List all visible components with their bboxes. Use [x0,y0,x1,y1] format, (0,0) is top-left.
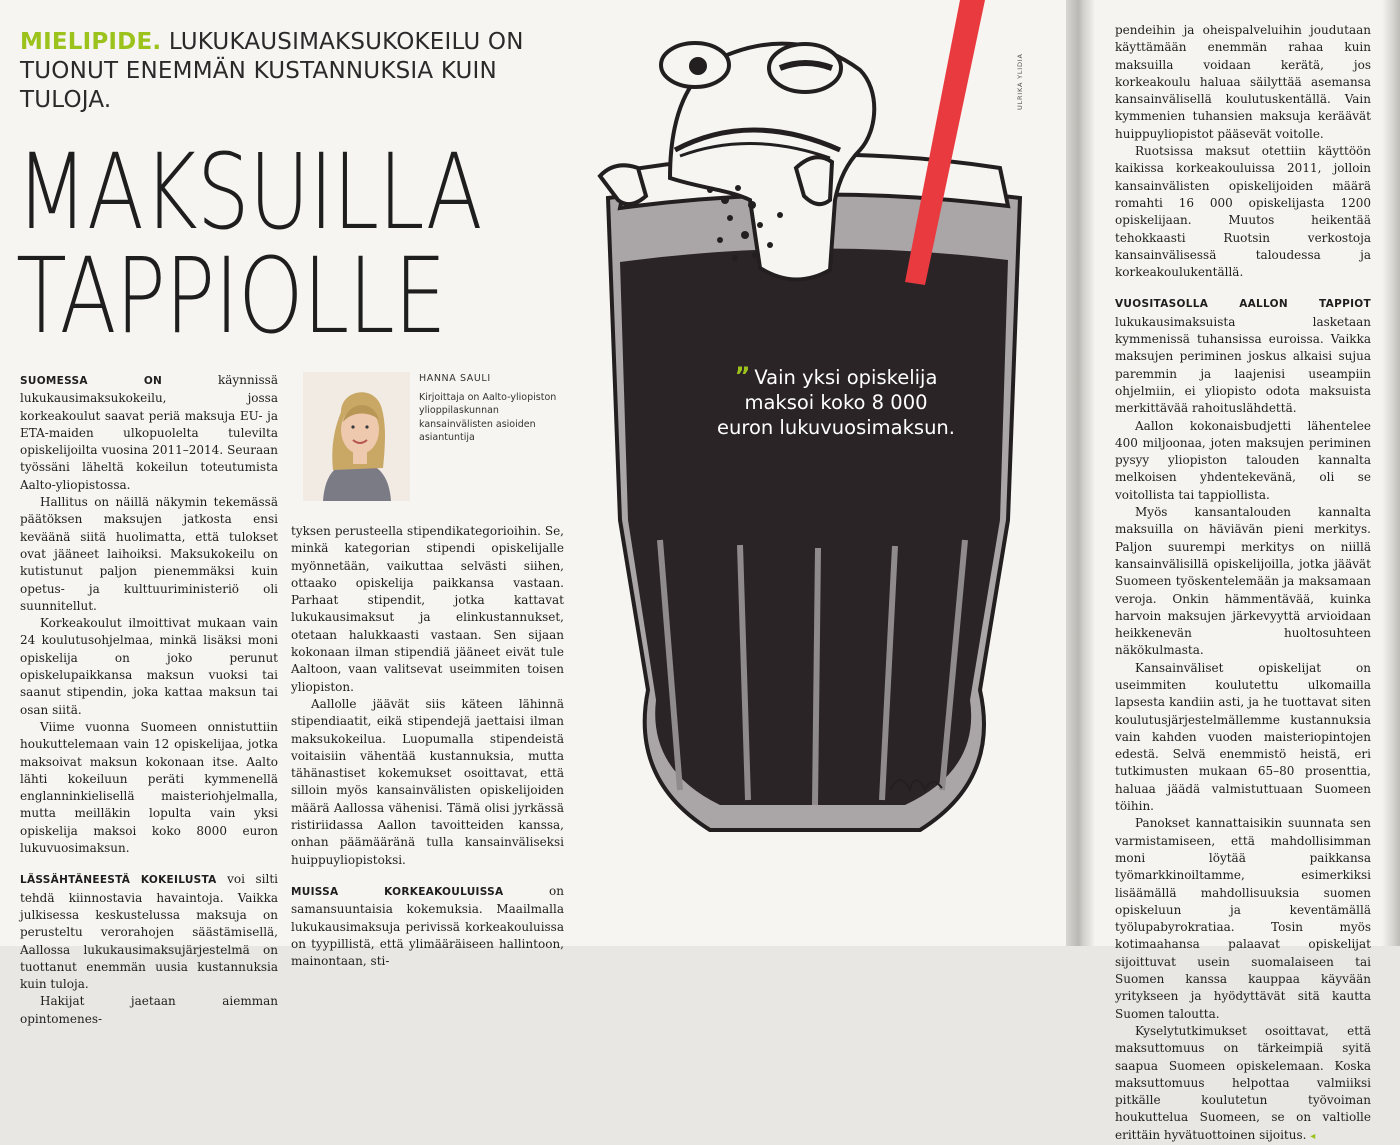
author-portrait-icon [303,372,410,501]
page-gutter [1066,0,1094,946]
paragraph: Hallitus on näillä näkymin tekemässä päätöksen maksujen jatkosta ensi keväänä siitä huolimatta, että tulokset ovat jääneet laihoiksi. Maksukokeilu on kutistunut paljon pienemmäksi kuin opetus- ja kulttuuriministeriö oli suunnitellut. [20,495,278,613]
kicker-lead: MIELIPIDE. [20,29,162,55]
paragraph [20,871,278,993]
paragraph-text: voi silti tehdä kiinnostavia havaintoja. Vaikka julkisessa keskustelussa maksuja on perusteltu verorahojen säästämisellä, Aallossa lukukausimaksujärjestelmä on tuottanut enemmän uusia kustannuksia kuin tuloja. [20,872,278,992]
lead-in: VUOSITASOLLA AALLON TAPPIOT [1115,298,1371,311]
author-photo [303,372,410,501]
paragraph [20,372,278,494]
pull-quote [716,364,956,440]
author-name: HANNA SAULI [419,373,491,384]
illustration-icon [560,0,1066,946]
paragraph: Kansainväliset opiskelijat on useimmiten koulutettu ulkomailla lapsesta kandiin asti, ja he tuottavat siten koulutusjärjestelmällemme kustannuksia vain kahden vuoden maisteriopintojen edestä. Selvä enemmistö heistä, eri tutkimusten mukaan 65–80 prosenttia, haluaa jäädä valmistuttuaan Suomeen töihin. [1115,660,1371,814]
paragraph: Ruotsissa maksut otettiin käyttöön kaikissa korkeakouluissa 2011, jolloin kansainvälisten opiskelijoiden määrä romahti 16 000 opiskelijasta 1200 opiskelijaan. Muutos heikentää tehokkaasti Ruotsin verkostoja kansainvälisessä taloudessa ja korkeakoulukentällä. [1115,144,1371,280]
paragraph-text: käynnissä lukukausimaksukokeilu, jossa korkeakoulut saavat periä maksuja EU- ja ETA-maiden ulkopuolelta tulevilta opiskelijoilta vuosina 2011–2014. Seuraan työssäni läheltä kokeilun toteutumista Aalto-yliopistossa. [20,373,278,492]
kicker [20,28,580,115]
paragraph [1115,295,1371,417]
lead-in: SUOMESSA ON [20,375,163,387]
paragraph [1115,1023,1371,1145]
paragraph-text: lukukausimaksuista lasketaan kymmenissä tuhansissa euroissa. Vaikka maksujen periminen joskus alkaisi sujua paremmin ja laajenisi useampiin ohjelmiin, ei yliopisto odota maksuista merkittävää rahoituslähdettä. [1115,314,1371,416]
lead-in: MUISSA KORKEAKOULUISSA [291,885,504,898]
quote-mark-icon: ” [734,362,751,390]
page-edge [1382,0,1400,946]
paragraph: Hakijat jaetaan aiemman opintomenes- [20,994,278,1026]
body-column-3 [1115,22,1371,1145]
illustration-credit: ULRIKA YLIDIA [1016,53,1024,110]
end-mark-icon: ◂ [1310,1130,1316,1142]
paragraph: Viime vuonna Suomeen onnistuttiin houkuttelemaan vain 12 opiskelijaa, jotka maksoivat maksun kokonaan itse. Aalto lähti kokeiluun peräti kymmenellä englanninkielisellä maisteriohjelmalla, mutta meilläkin lopulta vain yksi opiskelija maksoi koko 8000 euron lukuvuosimaksun. [20,719,278,856]
paragraph: Korkeakoulut ilmoittivat mukaan vain 24 koulutusohjelmaa, minkä lisäksi moni opiskelija on joko perunut opiskelupaikkansa maksun vuoksi tai saanut stipendin, joka kattaa maksun tai osan siitä. [20,616,278,717]
headline-line-1: MAKSUILLA [16,131,482,253]
paragraph: pendeihin ja oheispalveluihin joudutaan käyttämään enemmän rahaa kuin maksuilla voidaan kerätä, jos korkeakoulu haluaa säilyttää asemansa kansainvälisellä koulutuskentällä. Vain kymmenien tuhansien maksuja keräävät huippuyliopistot pääsevät voitolle. [1115,23,1371,141]
paragraph: Aallon kokonaisbudjetti lähentelee 400 miljoonaa, joten maksujen periminen pysyy yliopiston talouden kannalta melkoisen yhdentekevänä, oli se voitollista tai tappiollista. [1115,418,1371,502]
paragraph: Panokset kannattaisikin suunnata sen varmistamiseen, että mahdollisimman moni löytää paikkansa työmarkkinoiltamme, esimerkiksi lisäämällä mahdollisuuksia suomen opiskeluun ja keventämällä työlupabyrokratiaa. Tosin myös kotimaahansa palaavat opiskelijat sijoittuvat usein suomalaiseen tai Suomen kanssa kauppaa käyvään yritykseen ja hyödyttävät sitä kautta Suomen taloutta. [1115,816,1371,1021]
paragraph [291,883,564,970]
paragraph: tyksen perusteella stipendikategorioihin. Se, minkä kategorian stipendi opiskelijalle myönnetään, vaikuttaa selvästi siihen, ottaako opiskelija paikkansa vastaan. Parhaat stipendit, jotka kattavat lukukausimaksut ja elinkustannukset, otetaan halukkaasti vastaan. Sen sijaan kokonaan ilman stipendiä jääneet eivät tule Aaltoon, vaan valitsevat useimmiten toisen yliopiston. [291,524,564,694]
author-byline [419,372,569,445]
frog-in-glass-illustration [560,0,1066,946]
pull-quote-text: Vain yksi opiskelija maksoi koko 8 000 euron lukuvuosimaksun. [717,366,955,439]
paragraph-text: Kyselytutkimukset osoittavat, että maksuttomuus on tärkeimpiä syitä saapua Suomeen opiskelemaan. Koska maksuttomuus helpottaa valmiiksi pitkälle koulutetun työvoiman houkuttelua Suomeen, se on valtiolle erittäin hyvätuottoinen sijoitus. [1115,1023,1371,1142]
body-column-2 [291,523,564,970]
paragraph-text: on samansuuntaisia kokemuksia. Maailmalla lukukausimaksuja perivissä korkeakouluissa on tyypillistä, että ylimääräiseen hallintoon, mainontaan, sti- [291,883,564,969]
kicker-text: LUKUKAUSIMAKSUKOKEILU ON TUONUT ENEMMÄN KUSTANNUKSIA KUIN TULOJA. [20,29,524,113]
paragraph: Aallolle jäävät siis käteen lähinnä stipendiaatit, eikä stipendejä jaettaisi ilman maksukokeilua. Luopumalla stipendeistä voitaisiin vähentää kustannuksia, mutta tähänastiset kokemukset osoittavat, että silloin myös kansainvälisten opiskelijoiden määrä Aallossa vähenisi. Tämä olisi jyrkässä ristiriidassa Aallon tavoitteiden kanssa, onhan päämääränä tulla kansainväliseksi huippuyliopistoksi. [291,696,564,867]
headline-line-2: TAPPIOLLE [16,235,446,357]
author-role: Kirjoittaja on Aalto-yliopiston ylioppilaskunnan kansainvälisten asioiden asiantuntija [419,391,557,443]
paragraph: Myös kansantalouden kannalta maksuilla on häviävän pieni merkitys. Paljon suurempi merkitys on niillä kansainvälisillä opiskelijoilla, jotka jäävät Suomeen työskentelemään ja maksamaan veroja. Onkin hämmentävää, kuinka harvoin maksujen järkevyyttä arvioidaan heikkenevän huoltosuhteen näkökulmasta. [1115,505,1371,658]
headline [16,131,482,357]
lead-in: LÄSSÄHTÄNEESTÄ KOKEILUSTA [20,874,217,887]
body-column-1 [20,372,278,1028]
